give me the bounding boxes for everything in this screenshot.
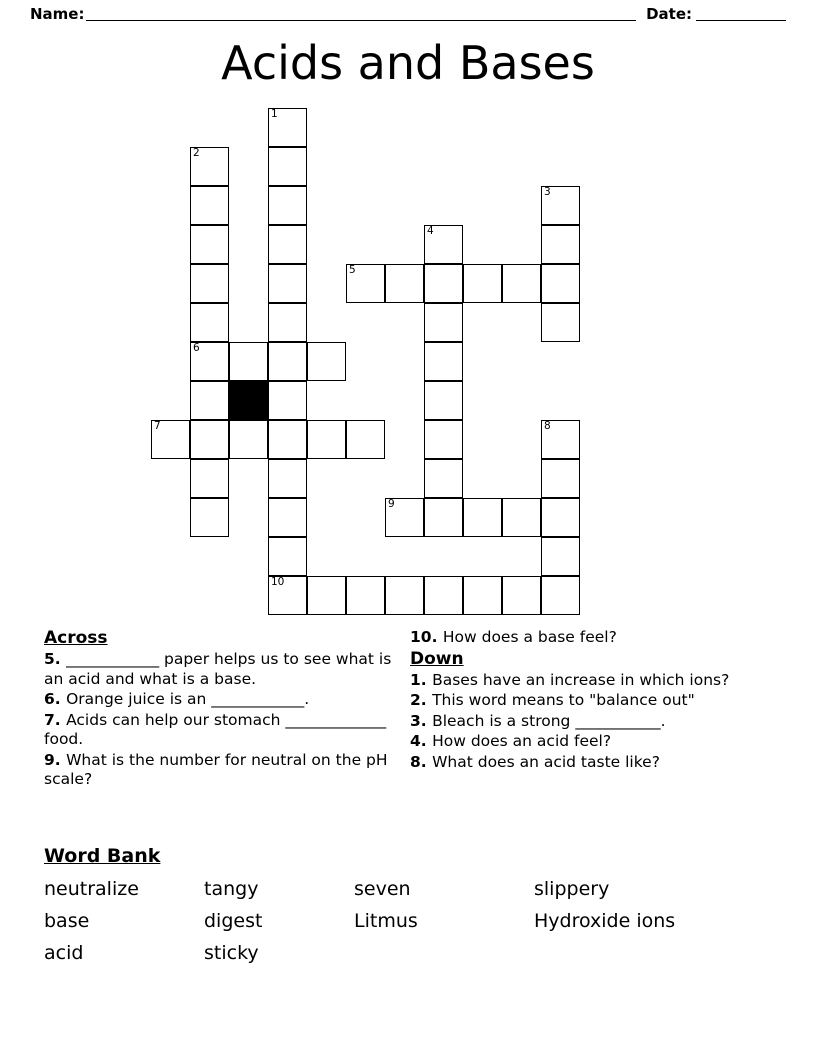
grid-cell[interactable] — [424, 342, 463, 381]
clue-text: What is the number for neutral on the pH scale? — [44, 750, 388, 788]
clue-text: What does an acid taste like? — [432, 752, 660, 771]
grid-cell[interactable] — [385, 264, 424, 303]
grid-cell[interactable] — [541, 225, 580, 264]
grid-cell-number: 6 — [193, 342, 200, 354]
word-bank-word — [354, 941, 534, 965]
word-bank-word: digest — [204, 910, 263, 932]
grid-cell-number: 3 — [544, 186, 551, 198]
clue-item — [44, 751, 394, 790]
grid-cell[interactable] — [190, 459, 229, 498]
clues-down-column — [410, 628, 760, 773]
grid-cell[interactable] — [424, 381, 463, 420]
grid-cell[interactable] — [190, 498, 229, 537]
clue-number: 3. — [410, 711, 433, 730]
grid-cell[interactable] — [346, 420, 385, 459]
grid-cell[interactable] — [229, 420, 268, 459]
clue-text: Acids can help our stomach _____________ food. — [44, 710, 387, 748]
grid-cell-number: 1 — [271, 108, 278, 120]
grid-cell[interactable] — [268, 576, 307, 615]
grid-cell[interactable] — [502, 264, 541, 303]
grid-cell[interactable] — [424, 225, 463, 264]
clue-text: Bleach is a strong ___________. — [432, 711, 666, 730]
grid-cell[interactable] — [268, 381, 307, 420]
grid-cell-number: 8 — [544, 420, 551, 432]
grid-cell[interactable] — [346, 576, 385, 615]
grid-cell-number: 9 — [388, 498, 395, 510]
grid-cell[interactable] — [307, 342, 346, 381]
grid-cell[interactable] — [190, 147, 229, 186]
date-blank-line[interactable] — [696, 7, 786, 21]
clue-item — [410, 732, 760, 752]
word-bank-word: base — [44, 910, 90, 932]
grid-cell[interactable] — [502, 576, 541, 615]
grid-cell[interactable] — [463, 498, 502, 537]
grid-cell[interactable] — [424, 264, 463, 303]
clue-item — [44, 711, 394, 750]
grid-cell[interactable] — [424, 498, 463, 537]
clue-text: How does a base feel? — [442, 628, 617, 646]
grid-cell[interactable] — [268, 342, 307, 381]
clue-text: Orange juice is an ____________. — [66, 690, 310, 708]
grid-cell[interactable] — [190, 186, 229, 225]
grid-cell[interactable] — [385, 576, 424, 615]
grid-cell[interactable] — [268, 186, 307, 225]
grid-cell-number: 7 — [154, 420, 161, 432]
name-blank-line[interactable] — [86, 7, 636, 21]
grid-cell[interactable] — [190, 264, 229, 303]
name-date-line — [30, 0, 786, 28]
grid-cell[interactable] — [541, 537, 580, 576]
grid-cell[interactable] — [541, 264, 580, 303]
word-bank-word: sticky — [204, 942, 259, 964]
clue-number: 8. — [410, 752, 433, 771]
across-clue-list — [44, 650, 394, 790]
grid-cell[interactable] — [541, 420, 580, 459]
word-bank-word — [534, 941, 734, 965]
grid-cell[interactable] — [541, 303, 580, 342]
down-clue-list — [410, 671, 760, 773]
grid-cell-number: 2 — [193, 147, 200, 159]
grid-cell[interactable] — [346, 264, 385, 303]
grid-cell[interactable] — [190, 225, 229, 264]
grid-cell[interactable] — [541, 498, 580, 537]
clue-text: This word means to "balance out" — [432, 691, 695, 709]
word-bank — [44, 845, 774, 965]
clue-item — [410, 753, 760, 773]
clue-number: 4. — [410, 732, 433, 750]
word-bank-word: Hydroxide ions — [534, 910, 676, 932]
clue-number: 10. — [410, 628, 443, 646]
across-heading: Across — [44, 628, 108, 648]
grid-cell[interactable] — [424, 420, 463, 459]
grid-cell[interactable] — [385, 498, 424, 537]
grid-cell[interactable] — [502, 498, 541, 537]
grid-cell-number: 4 — [427, 225, 434, 237]
grid-cell[interactable] — [268, 108, 307, 147]
clue-number: 1. — [410, 670, 433, 689]
word-bank-word: Litmus — [354, 910, 418, 932]
grid-cell[interactable] — [268, 420, 307, 459]
word-bank-word: tangy — [204, 878, 259, 900]
clue-item — [410, 712, 760, 732]
grid-cell[interactable] — [268, 147, 307, 186]
word-bank-heading: Word Bank — [44, 845, 161, 867]
clue-number: 7. — [44, 710, 67, 729]
grid-cell[interactable] — [268, 264, 307, 303]
clue-number: 2. — [410, 691, 433, 709]
grid-cell[interactable] — [229, 342, 268, 381]
clues-across-column — [44, 628, 394, 791]
word-bank-grid — [44, 877, 774, 965]
grid-cell[interactable] — [190, 381, 229, 420]
grid-cell[interactable] — [190, 420, 229, 459]
word-bank-word: neutralize — [44, 878, 139, 900]
grid-cell-blocked — [229, 381, 268, 420]
clue-text: How does an acid feel? — [432, 732, 612, 750]
grid-cell-number: 10 — [271, 576, 285, 588]
grid-cell[interactable] — [190, 342, 229, 381]
grid-cell[interactable] — [307, 576, 346, 615]
clue-number: 5. — [44, 650, 67, 668]
grid-cell[interactable] — [268, 459, 307, 498]
grid-cell[interactable] — [463, 576, 502, 615]
clue-text: Bases have an increase in which ions? — [432, 670, 730, 689]
word-bank-word: seven — [354, 878, 411, 900]
name-label: Name: — [30, 5, 85, 23]
down-heading: Down — [410, 648, 464, 669]
grid-cell[interactable] — [268, 225, 307, 264]
clue-number: 6. — [44, 690, 67, 708]
grid-cell[interactable] — [190, 303, 229, 342]
clue-item — [44, 690, 394, 710]
grid-cell[interactable] — [268, 537, 307, 576]
grid-cell[interactable] — [424, 576, 463, 615]
grid-cell[interactable] — [463, 264, 502, 303]
clue-item — [410, 691, 760, 711]
clue-number: 9. — [44, 750, 67, 769]
grid-cell-number: 5 — [349, 264, 356, 276]
page-title: Acids and Bases — [221, 36, 595, 90]
grid-cell[interactable] — [268, 498, 307, 537]
grid-cell[interactable] — [541, 459, 580, 498]
clue-item — [44, 650, 394, 689]
grid-cell[interactable] — [541, 576, 580, 615]
grid-cell[interactable] — [541, 186, 580, 225]
grid-cell[interactable] — [424, 459, 463, 498]
grid-cell[interactable] — [268, 303, 307, 342]
grid-cell[interactable] — [424, 303, 463, 342]
grid-cell[interactable] — [151, 420, 190, 459]
clues-area — [44, 628, 774, 838]
word-bank-word: acid — [44, 942, 84, 964]
date-label: Date: — [646, 5, 692, 23]
grid-cell[interactable] — [307, 420, 346, 459]
clue-text: ____________ paper helps us to see what is an acid and what is a base. — [44, 650, 392, 688]
crossword-grid — [0, 108, 816, 626]
word-bank-word: slippery — [534, 878, 610, 900]
clue-item — [410, 628, 760, 648]
clue-item — [410, 671, 760, 691]
across-clue-overflow — [410, 628, 760, 648]
